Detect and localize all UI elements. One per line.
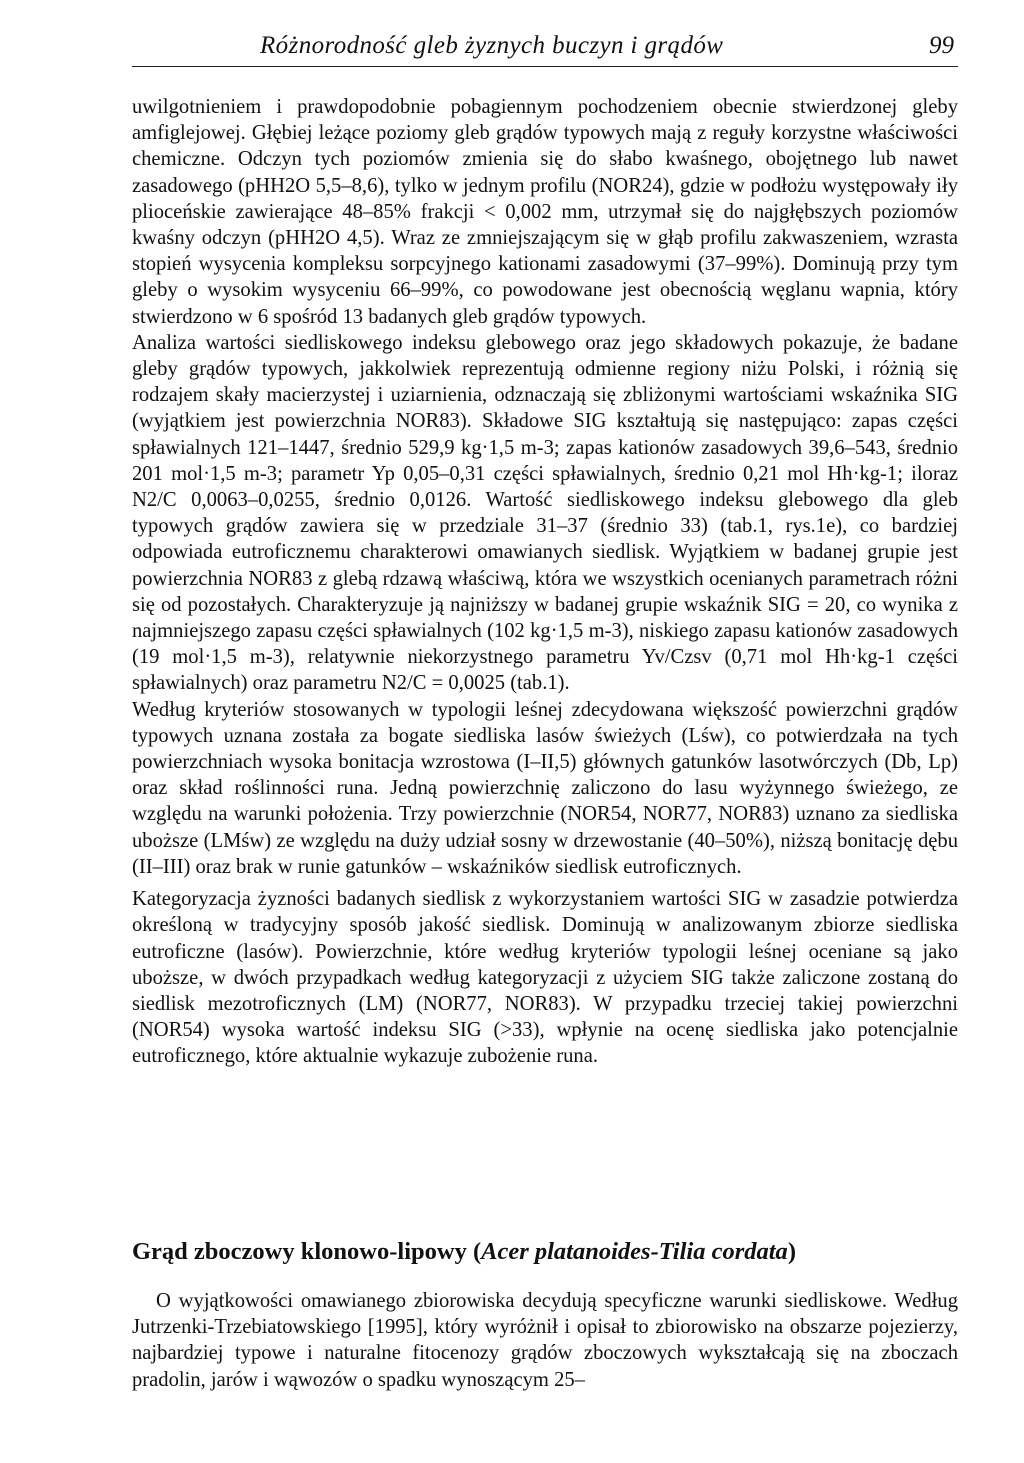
body-text	[132, 94, 958, 1070]
paragraph-4: Kategoryzacja żyzności badanych siedlisk z wykorzystaniem wartości SIG w zasadzie potwierdza określoną w tradycyjny sposób jakość siedlisk. Dominują w analizowanym zbiorze siedliska eutroficzne (lasów). Powierzchnie, które według kryteriów typologii leśnej oceniane są jako uboższe, w dwóch przypadkach według kategoryzacji z użyciem SIG także zaliczone zostaną do siedlisk mezotroficznych (LM) (NOR77, NOR83). W przypadku trzeciej takiej powierzchni (NOR54) wysoka wartość indeksu SIG (>33), wpłynie na ocenę siedliska jako potencjalnie eutroficznego, które aktualnie wykazuje zubożenie runa.	[132, 888, 958, 1068]
section-body	[132, 1288, 958, 1393]
section-heading-main: Grąd zboczowy klonowo-lipowy (	[132, 1238, 482, 1265]
section-heading	[132, 1238, 958, 1266]
section-heading-species: Acer platanoides-Tilia cordata	[481, 1238, 788, 1265]
paragraph-3: Według kryteriów stosowanych w typologii leśnej zdecydowana większość powierzchni grądów typowych uznana została za bogate siedliska lasów świeżych (Lśw), co potwierdzała na tych powierzchniach wysoka bonitacja wzrostowa (I–II,5) głównych gatunków lasotwórczych (Db, Lp) oraz skład roślinności runa. Jedną powierzchnię zaliczono do lasu wyżynnego świeżego, ze względu na warunki położenia. Trzy powierzchnie (NOR54, NOR77, NOR83) uznano za siedliska uboższe (LMśw) ze względu na duży udział sosny w drzewostanie (40–50%), niższą bonitację dębu (II–III) oraz brak w runie gatunków – wskaźników siedlisk eutroficznych.	[132, 698, 958, 878]
paragraph-1: uwilgotnieniem i prawdopodobnie pobagiennym pochodzeniem obecnie stwierdzonej gleby amfiglejowej. Głębiej leżące poziomy gleb grądów typowych mają z reguły korzystne właściwości chemiczne. Odczyn tych poziomów zmienia się do słabo kwaśnego, obojętnego lub nawet zasadowego (pHH2O 5,5–8,6), tylko w jednym profilu (NOR24), gdzie w podłożu występowały iły plioceńskie zawierające 48–85% frakcji < 0,002 mm, utrzymał się do najgłębszych poziomów kwaśny odczyn (pHH2O 4,5). Wraz ze zmniejszającym się w głąb profilu zakwaszeniem, wzrasta stopień wysycenia kompleksu sorpcyjnego kationami zasadowymi (37–99%). Dominują przy tym gleby o wysokim wysyceniu 66–99%, co powodowane jest obecnością węglanu wapnia, który stwierdzono w 6 spośród 13 badanych gleb grądów typowych.	[132, 96, 958, 328]
section-paragraph: O wyjątkowości omawianego zbiorowiska decydują specyficzne warunki siedliskowe. Według Jutrzenki-Trzebiatowskiego [1995], który wyróżnił i opisał to zbiorowisko na obszarze pojezierzy, najbardziej typowe i naturalne fitocenozy grądów zboczowych wykształcają się na zboczach pradolin, jarów i wąwozów o spadku wynoszącym 25–	[132, 1290, 958, 1391]
page-number: 99	[929, 32, 954, 59]
paragraph-2: Analiza wartości siedliskowego indeksu glebowego oraz jego składowych pokazuje, że badane gleby grądów typowych, jakkolwiek reprezentują odmienne regiony niżu Polski, i różnią się rodzajem skały macierzystej i uziarnienia, odznaczają się zbliżonymi wartościami wskaźnika SIG (wyjątkiem jest powierzchnia NOR83). Składowe SIG kształtują się następująco: zapas części spławialnych 121–1447, średnio 529,9 kg·1,5 m-3; zapas kationów zasadowych 39,6–543, średnio 201 mol·1,5 m-3; parametr Yp 0,05–0,31 części spławialnych, średnio 0,21 mol Hh·kg-1; iloraz N2/C 0,0063–0,0255, średnio 0,0126. Wartość siedliskowego indeksu glebowego dla gleb typowych grądów zawiera się w przedziale 31–37 (średnio 33) (tab.1, rys.1e), co bardziej odpowiada eutroficznemu charakterowi omawianych siedlisk. Wyjątkiem w badanej grupie jest powierzchnia NOR83 z glebą rdzawą właściwą, która we wszystkich ocenianych parametrach różni się od pozostałych. Charakteryzuje ją najniższy w badanej grupie wskaźnik SIG = 20, co wynika z najmniejszego zapasu części spławialnych (102 kg·1,5 m-3), niskiego zapasu kationów zasadowych (19 mol·1,5 m-3), relatywnie niekorzystnego parametru Yv/Czsv (0,71 mol Hh·kg-1 części spławialnych) oraz parametru N2/C = 0,0025 (tab.1).	[132, 331, 958, 695]
running-title: Różnorodność gleb żyznych buczyn i grądów	[260, 32, 724, 59]
page-header	[132, 30, 958, 67]
section-heading-close: )	[787, 1238, 796, 1265]
